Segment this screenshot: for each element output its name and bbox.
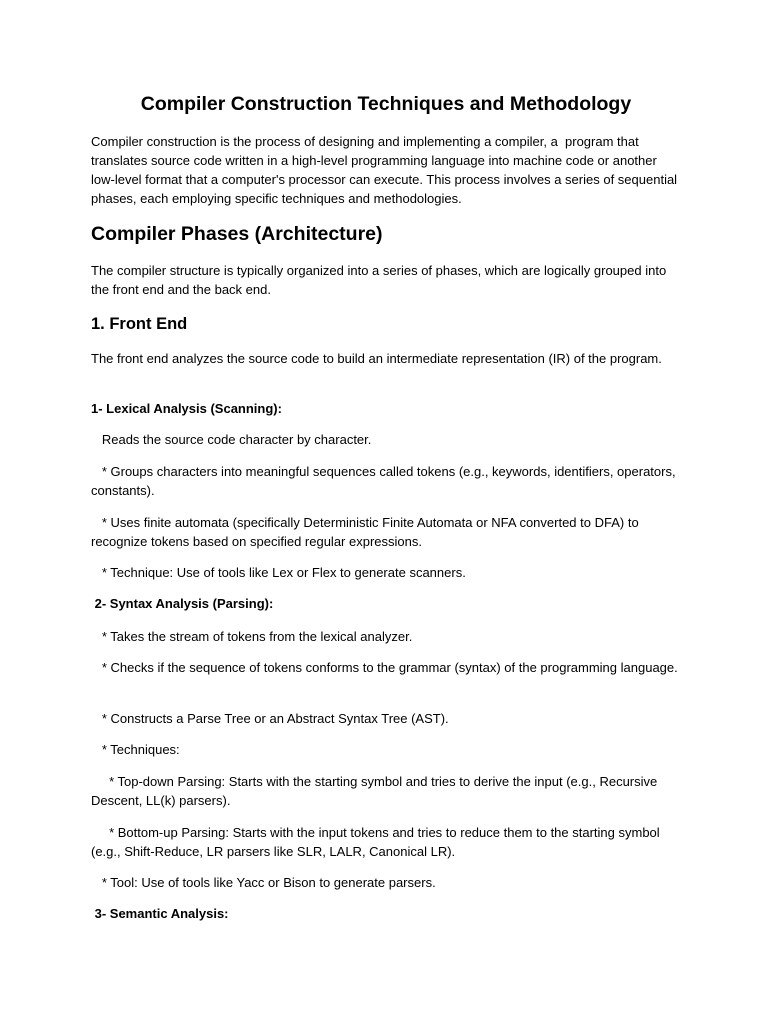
lexical-item: Reads the source code character by character. [91, 432, 372, 447]
syntax-item: * Checks if the sequence of tokens conforms to the grammar (syntax) of the programming language. [91, 660, 678, 675]
lexical-item: * Uses finite automata (specifically Deterministic Finite Automata or NFA converted to DFA) to recognize tokens based on specified regular expressions. [91, 515, 643, 549]
syntax-item: * Bottom-up Parsing: Starts with the input tokens and tries to reduce them to the starting symbol (e.g., Shift-Reduce, LR parsers like SLR, LALR, Canonical LR). [91, 825, 664, 859]
phases-paragraph: The compiler structure is typically organized into a series of phases, which are logically grouped into the front end and the back end. [91, 263, 670, 297]
syntax-item: * Takes the stream of tokens from the lexical analyzer. [91, 629, 413, 644]
syntax-item: * Techniques: [91, 742, 180, 757]
lexical-item: * Technique: Use of tools like Lex or Flex to generate scanners. [91, 565, 466, 580]
syntax-analysis-heading: 2- Syntax Analysis (Parsing): [91, 596, 274, 611]
lexical-item: * Groups characters into meaningful sequences called tokens (e.g., keywords, identifiers, operators, constants). [91, 464, 680, 498]
intro-paragraph: Compiler construction is the process of designing and implementing a compiler, a program that translates source code written in a high-level programming language into machine code or another low-level format that a computer's processor can execute. This process involves a series of sequential phases, each employing specific techniques and methodologies. [91, 134, 681, 206]
front-end-heading: 1. Front End [91, 315, 188, 333]
front-end-paragraph: The front end analyzes the source code to build an intermediate representation (IR) of the program. [91, 351, 662, 366]
document-title: Compiler Construction Techniques and Methodology [140, 93, 632, 115]
syntax-item: * Tool: Use of tools like Yacc or Bison to generate parsers. [91, 875, 436, 890]
lexical-analysis-heading: 1- Lexical Analysis (Scanning): [91, 401, 282, 416]
semantic-analysis-heading: 3- Semantic Analysis: [91, 906, 229, 921]
syntax-item: * Constructs a Parse Tree or an Abstract Syntax Tree (AST). [91, 711, 449, 726]
syntax-item: * Top-down Parsing: Starts with the starting symbol and tries to derive the input (e.g., Recursive Descent, LL(k) parsers). [91, 774, 661, 808]
section-heading-phases: Compiler Phases (Architecture) [91, 223, 383, 245]
